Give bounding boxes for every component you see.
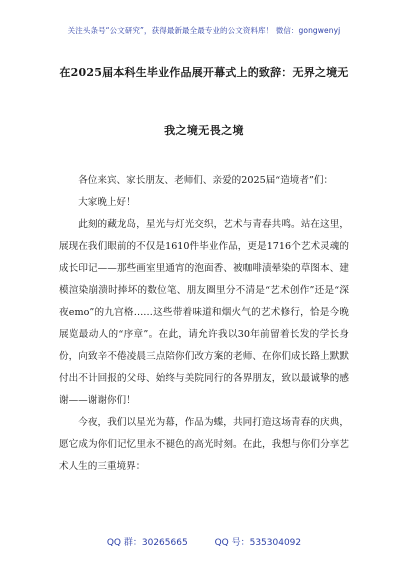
footer-qq-number: QQ 号：535304092 bbox=[214, 538, 302, 548]
greeting-paragraph: 大家晚上好！ bbox=[78, 197, 136, 208]
page-footer bbox=[0, 535, 408, 548]
document-title-line-2: 我之境无畏之境 bbox=[164, 124, 244, 137]
header-note: 关注头条号“公文研究”，获得最新最全最专业的公文资料库！ 微信：gongwenyj bbox=[67, 26, 341, 35]
body-paragraph: 今夜，我们以星光为幕，作品为蝶，共同打造这场青春的庆典，愿它成为你们记忆里永不褪色的高光时刻。在此，我想与你们分享艺术人生的三重境界： bbox=[59, 417, 349, 472]
salutation-paragraph: 各位来宾、家长朋友、老师们、亲爱的2025届“造境者”们： bbox=[78, 175, 334, 186]
body-paragraph: 此刻的藏龙岛，星光与灯光交织，艺术与青春共鸣。站在这里，展现在我们眼前的不仅是1610件毕业作品，更是1716个艺术灵魂的成长印记——那些画室里通宵的泡面香、被咖啡渍晕染的草图本、建模渲染崩溃时捧坏的数位笔、朋友圈里分不清是“艺术创作”还是“深夜emo”的九宫格……这些带着味道和烟火气的艺术修行，恰是今晚展览最动人的“序章”。在此，请允许我以30年前留着长发的学长身份，向致辛不倦凌晨三点陪你们改方案的老师、在你们成长路上默默付出不计回报的父母、始终与美院同行的各界朋友，致以最诚挚的感谢——谢谢你们！ bbox=[59, 219, 349, 406]
document-title-line-1: 在2025届本科生毕业作品展开幕式上的致辞：无界之境无 bbox=[59, 66, 349, 79]
document-body bbox=[59, 170, 349, 478]
footer-qq-group: QQ 群：30265665 bbox=[106, 538, 188, 548]
